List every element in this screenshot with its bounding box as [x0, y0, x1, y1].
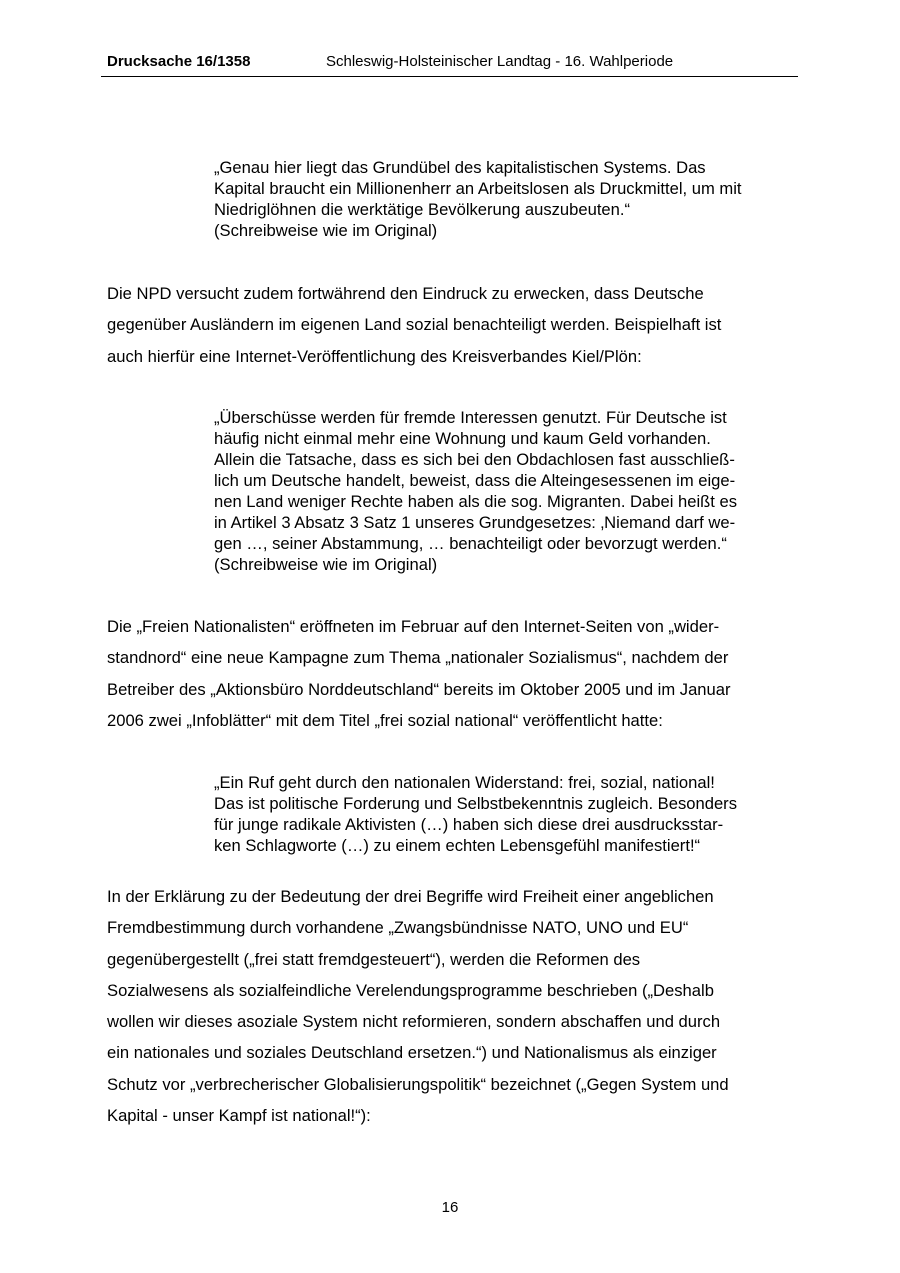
paragraph-line: 2006 zwei „Infoblätter“ mit dem Titel „frei sozial national“ veröffentlicht hatte: [107, 710, 663, 730]
quote-line: nen Land weniger Rechte haben als die sog. Migranten. Dabei heißt es [214, 492, 738, 511]
paragraph-line: ein nationales und soziales Deutschland ersetzen.“) und Nationalismus als einziger [107, 1043, 717, 1063]
paragraph-line: In der Erklärung zu der Bedeutung der drei Begriffe wird Freiheit einer angeblichen [107, 887, 714, 906]
paragraph-line: gegenübergestellt („frei statt fremdgesteuert“), werden die Reformen des [107, 949, 641, 969]
quote-line: gen …, seiner Abstammung, … benachteiligt oder bevorzugt werden.“ [214, 534, 727, 553]
page-header [101, 50, 798, 77]
paragraph-line: Die „Freien Nationalisten“ eröffneten im Februar auf den Internet-Seiten von „wider- [107, 617, 720, 636]
quote-line: „Ein Ruf geht durch den nationalen Widerstand: frei, sozial, national! [214, 773, 715, 792]
paragraph-line: Die NPD versucht zudem fortwährend den Eindruck zu erwecken, dass Deutsche [107, 284, 704, 303]
paragraph-line: auch hierfür eine Internet-Veröffentlichung des Kreisverbandes Kiel/Plön: [107, 346, 642, 366]
page-number: 16 [441, 1199, 459, 1216]
quote-line: lich um Deutsche handelt, beweist, dass die Alteingesessenen im eige- [214, 471, 736, 490]
paragraph-2 [107, 611, 807, 736]
paragraph-line: Kapital - unser Kampf ist national!“): [107, 1106, 371, 1126]
quote-line: in Artikel 3 Absatz 3 Satz 1 unseres Grundgesetzes: ‚Niemand darf we- [214, 513, 736, 532]
quote-line: Kapital braucht ein Millionenherr an Arbeitslosen als Druckmittel, um mit [214, 179, 742, 198]
paragraph-line: standnord“ eine neue Kampagne zum Thema „nationaler Sozialismus“, nachdem der [107, 648, 729, 668]
quote-line: „Genau hier liegt das Grundübel des kapitalistischen Systems. Das [214, 158, 706, 177]
paragraph-line: Schutz vor „verbrecherischer Globalisierungspolitik“ bezeichnet („Gegen System und [107, 1074, 729, 1094]
quote-line: ken Schlagworte (…) zu einem echten Lebensgefühl manifestiert!“ [214, 836, 701, 855]
block-quote-3 [214, 772, 804, 856]
quote-line: Das ist politische Forderung und Selbstbekenntnis zugleich. Besonders [214, 794, 738, 813]
paragraph-line: Fremdbestimmung durch vorhandene „Zwangsbündnisse NATO, UNO und EU“ [107, 918, 689, 938]
paragraph-line: wollen wir dieses asoziale System nicht reformieren, sondern abschaffen und durch [107, 1012, 721, 1032]
paragraph-line: gegenüber Ausländern im eigenen Land sozial benachteiligt werden. Beispielhaft ist [107, 315, 722, 335]
paragraph-line: Betreiber des „Aktionsbüro Norddeutschland“ bereits im Oktober 2005 und im Januar [107, 679, 731, 699]
quote-line: „Überschüsse werden für fremde Interessen genutzt. Für Deutsche ist [214, 408, 727, 427]
paragraph-line: Sozialwesens als sozialfeindliche Verelendungsprogramme beschrieben („Deshalb [107, 980, 714, 1000]
quote-line: (Schreibweise wie im Original) [214, 221, 438, 240]
quote-line: Allein die Tatsache, dass es sich bei den Obdachlosen fast ausschließ- [214, 450, 735, 469]
paragraph-1 [107, 278, 807, 372]
block-quote-2 [214, 407, 804, 575]
quote-line: häufig nicht einmal mehr eine Wohnung und kaum Geld vorhanden. [214, 429, 711, 448]
paragraph-3 [107, 881, 807, 1131]
quote-line: Niedriglöhnen die werktätige Bevölkerung auszubeuten.“ [214, 200, 631, 219]
parliament-title: Schleswig-Holsteinischer Landtag - 16. Wahlperiode [326, 53, 674, 70]
quote-line: (Schreibweise wie im Original) [214, 555, 438, 574]
block-quote-1 [214, 157, 804, 241]
document-number: Drucksache 16/1358 [107, 53, 251, 70]
quote-line: für junge radikale Aktivisten (…) haben sich diese drei ausdrucksstar- [214, 815, 724, 834]
